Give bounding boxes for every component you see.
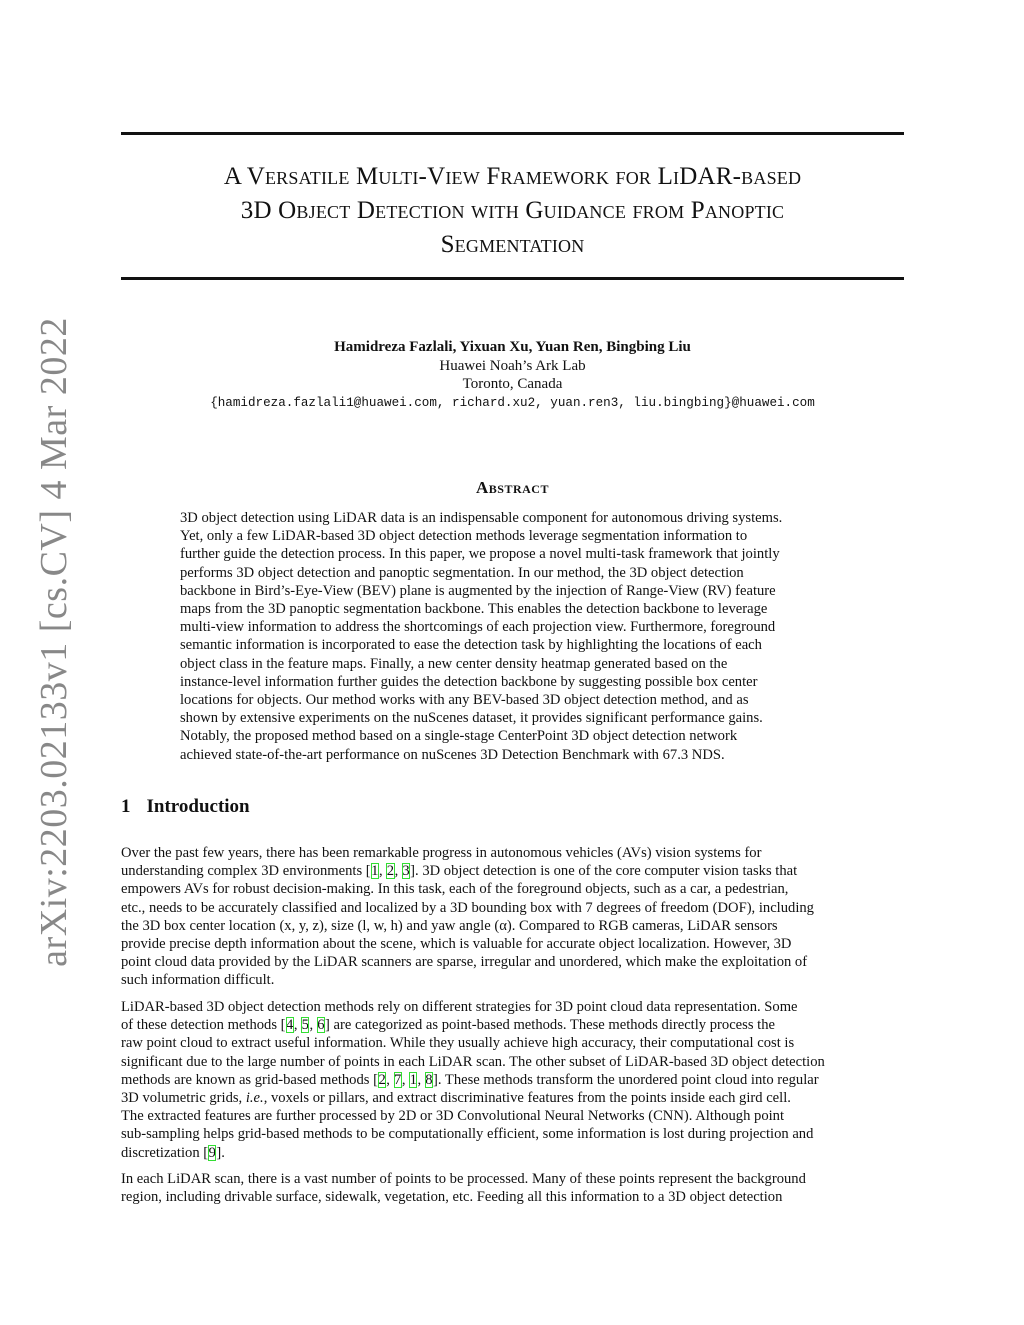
author-location: Toronto, Canada [462, 376, 563, 392]
paper-title [121, 160, 904, 262]
text-line: region, including drivable surface, sidewalk, vegetation, etc. Feeding all this information to a 3D object detection [121, 1189, 783, 1206]
text-line: Over the past few years, there has been remarkable progress in autonomous vehicles (AVs) vision systems for [121, 845, 762, 861]
abstract-line: performs 3D object detection and panoptic segmentation. In our method, the 3D object detection [180, 564, 744, 581]
text-line: provide precise depth information about the scene, which is valuable for accurate object localization. However, 3D [121, 936, 792, 953]
text-line: raw point cloud to extract useful information. While they usually achieve high accuracy, their computational cost is [121, 1035, 795, 1052]
abstract-line: further guide the detection process. In this paper, we propose a novel multi-task framework that jointly [180, 546, 780, 563]
intro-paragraph-1 [121, 844, 904, 990]
abstract-heading: Abstract [476, 478, 549, 497]
text-line: empowers AVs for robust decision-making. In this task, each of the foreground objects, such as a car, a pedestrian, [121, 881, 789, 898]
abstract-line: shown by extensive experiments on the nuScenes dataset, it provides significant performance gains. [180, 710, 763, 727]
title-top-rule [121, 132, 904, 135]
citation-link[interactable]: 4 [286, 1017, 294, 1034]
text-line: of these detection methods [4, 5, 6] are categorized as point-based methods. These methods directly process the [121, 1017, 775, 1034]
section-heading [121, 796, 250, 818]
abstract-line: object class in the feature maps. Finally, a new center density heatmap generated based on the [180, 655, 728, 672]
citation-link[interactable]: 6 [317, 1017, 325, 1034]
abstract-line: semantic information is incorporated to ease the detection task by highlighting the locations of each [180, 637, 762, 654]
abstract-line: 3D object detection using LiDAR data is an indispensable component for autonomous driving systems. [180, 510, 783, 526]
text-line: etc., needs to be accurately classified and localized by a 3D bounding box with 7 degrees of freedom (DOF), including [121, 899, 814, 916]
citation-link[interactable]: 7 [394, 1071, 402, 1088]
abstract-line: instance-level information further guides the detection backbone by suggesting possible box center [180, 673, 758, 690]
citation-link[interactable]: 9 [208, 1144, 216, 1161]
citation-link[interactable]: 1 [371, 863, 379, 880]
section-number: 1 [121, 796, 131, 817]
text-line: sub-sampling helps grid-based methods to be computationally efficient, some information is lost during projection and [121, 1126, 814, 1143]
abstract-line: locations for objects. Our method works with any BEV-based 3D object detection method, and as [180, 692, 749, 709]
abstract-line: multi-view information to address the shortcomings of each projection view. Furthermore, foreground [180, 619, 776, 636]
abstract-body [180, 509, 845, 764]
title-line: 3D Object Detection with Guidance from Panoptic [240, 197, 785, 224]
text-line: such information difficult. [121, 972, 275, 989]
abstract-line: Yet, only a few LiDAR-based 3D object detection methods leverage segmentation information to [180, 528, 748, 545]
section-title: Introduction [146, 796, 250, 817]
arxiv-stamp: arXiv:2203.02133v1 [cs.CV] 4 Mar 2022 [33, 317, 75, 967]
citation-link[interactable]: 2 [386, 863, 395, 880]
intro-paragraph-3 [121, 1170, 904, 1206]
citation-link[interactable]: 2 [378, 1071, 386, 1088]
abstract-line: achieved state-of-the-art performance on nuScenes 3D Detection Benchmark with 67.3 NDS. [180, 746, 725, 763]
author-block [121, 338, 904, 412]
text-line: 3D volumetric grids, i.e., voxels or pillars, and extract discriminative features from the points inside each gird cell. [121, 1090, 791, 1107]
italic-text: i.e. [245, 1090, 264, 1107]
text-line: understanding complex 3D environments [1, 2, 3]. 3D object detection is one of the core computer vision tasks that [121, 863, 798, 880]
author-affiliation: Huawei Noah’s Ark Lab [439, 357, 586, 374]
citation-link[interactable]: 3 [402, 863, 410, 880]
text-line: discretization [9]. [121, 1144, 225, 1161]
text-line: The extracted features are further processed by 2D or 3D Convolutional Neural Networks (CNN). Although point [121, 1108, 785, 1125]
abstract-line: Notably, the proposed method based on a single-stage CenterPoint 3D object detection network [180, 728, 738, 745]
citation-link[interactable]: 5 [301, 1017, 309, 1034]
abstract-line: backbone in Bird’s-Eye-View (BEV) plane is augmented by the injection of Range-View (RV) feature [180, 582, 776, 599]
title-bottom-rule [121, 277, 904, 280]
text-line: the 3D box center location (x, y, z), size (l, w, h) and yaw angle (α). Compared to RGB cameras, LiDAR sensors [121, 917, 778, 934]
intro-paragraph-2 [121, 998, 904, 1162]
text-line: methods are known as grid-based methods [2, 7, 1, 8]. These methods transform the unordered point cloud into regular [121, 1071, 819, 1088]
text-line: significant due to the large number of points in each LiDAR scan. The other subset of LiDAR-based 3D object detection [121, 1053, 825, 1070]
abstract-line: maps from the 3D panoptic segmentation backbone. This enables the detection backbone to leverage [180, 601, 768, 618]
text-line: point cloud data provided by the LiDAR scanners are sparse, irregular and unordered, which make the exploitation of [121, 954, 808, 971]
author-names: Hamidreza Fazlali, Yixuan Xu, Yuan Ren, Bingbing Liu [334, 339, 691, 355]
author-email: {hamidreza.fazlali1@huawei.com, richard.xu2, yuan.ren3, liu.bingbing}@huawei.com [210, 395, 815, 410]
citation-link[interactable]: 8 [425, 1071, 433, 1088]
text-line: In each LiDAR scan, there is a vast number of points to be processed. Many of these points represent the background [121, 1171, 806, 1187]
title-line: Segmentation [440, 231, 585, 258]
citation-link[interactable]: 1 [409, 1071, 417, 1088]
title-line: A Versatile Multi-View Framework for LiDAR-based [223, 163, 802, 190]
text-line: LiDAR-based 3D object detection methods rely on different strategies for 3D point cloud data representation. Some [121, 999, 798, 1015]
